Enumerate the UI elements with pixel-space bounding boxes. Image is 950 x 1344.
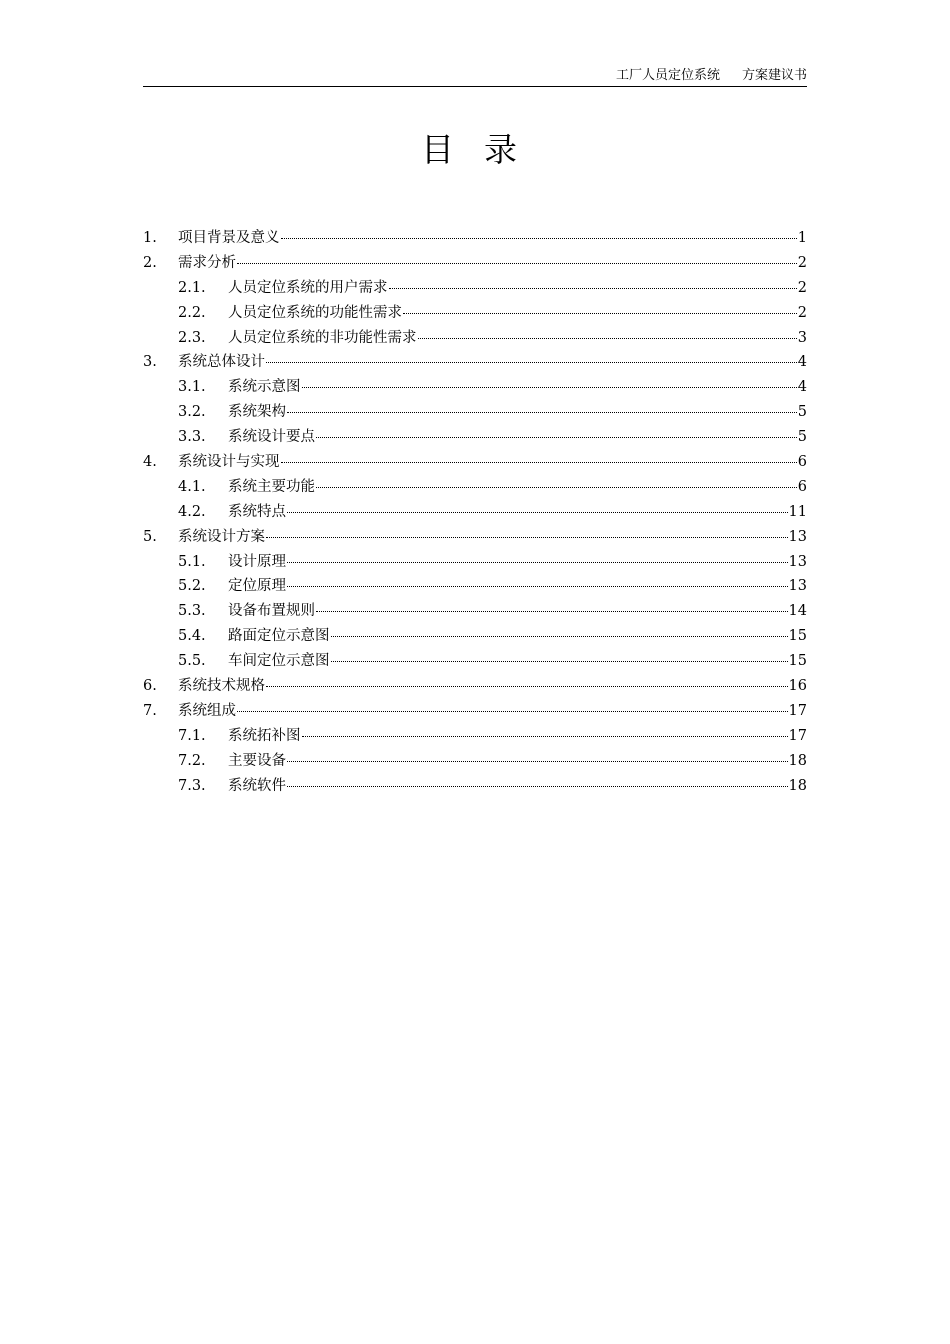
toc-entry-number: 3.3.: [178, 429, 206, 446]
toc-entry-number: 4.: [143, 454, 157, 471]
toc-entry[interactable]: [143, 301, 807, 326]
toc-entry[interactable]: [143, 774, 807, 799]
toc-entry-page-number: 17: [788, 727, 807, 744]
toc-entry-number: 4.2.: [178, 503, 206, 520]
toc-entry-label: 系统设计方案: [178, 528, 265, 545]
toc-entry[interactable]: [143, 500, 807, 525]
toc-dot-leader: [287, 512, 788, 513]
toc-dot-leader: [287, 786, 788, 787]
toc-entry[interactable]: [143, 550, 807, 575]
toc-entry-number: 2.2.: [178, 304, 206, 321]
toc-dot-leader: [237, 711, 788, 712]
toc-entry-page-number: 16: [788, 678, 807, 695]
toc-entry-page-number: 13: [788, 528, 807, 545]
toc-entry-page-number: 15: [788, 653, 807, 670]
toc-entry-number: 2.3.: [178, 329, 206, 346]
toc-dot-leader: [316, 437, 797, 438]
toc-dot-leader: [287, 562, 788, 563]
toc-entry[interactable]: [143, 251, 807, 276]
toc-dot-leader: [266, 537, 788, 538]
toc-entry[interactable]: [143, 400, 807, 425]
toc-entry-page-number: 15: [788, 628, 807, 645]
toc-entry-label: 系统设计要点: [228, 429, 315, 446]
toc-entry-page-number: 3: [797, 329, 807, 346]
toc-entry-number: 5.: [143, 528, 157, 545]
toc-entry-number: 7.3.: [178, 777, 206, 794]
toc-dot-leader: [389, 288, 797, 289]
toc-entry-page-number: 4: [797, 354, 807, 371]
toc-dot-leader: [266, 686, 788, 687]
toc-entry-page-number: 14: [788, 603, 807, 620]
toc-entry-page-number: 18: [788, 777, 807, 794]
toc-entry-number: 2.: [143, 254, 157, 271]
toc-dot-leader: [287, 412, 797, 413]
toc-entry-page-number: 2: [797, 304, 807, 321]
toc-dot-leader: [266, 362, 797, 363]
toc-entry[interactable]: [143, 525, 807, 550]
toc-dot-leader: [331, 661, 788, 662]
toc-entry-page-number: 1: [797, 230, 807, 246]
toc-entry-page-number: 11: [788, 503, 807, 520]
toc-entry-label: 系统技术规格: [178, 678, 265, 695]
toc-entry-number: 5.1.: [178, 553, 206, 570]
toc-entry-page-number: 17: [788, 702, 807, 719]
toc-entry[interactable]: [143, 574, 807, 599]
toc-entry-label: 主要设备: [228, 752, 286, 769]
toc-dot-leader: [302, 387, 797, 388]
toc-entry-label: 人员定位系统的用户需求: [228, 279, 388, 296]
toc-entry-page-number: 18: [788, 752, 807, 769]
toc-entry-label: 设计原理: [228, 553, 286, 570]
toc-entry[interactable]: [143, 350, 807, 375]
toc-entry-number: 3.2.: [178, 404, 206, 421]
toc-entry-label: 系统拓补图: [228, 727, 301, 744]
toc-entry-label: 系统设计与实现: [178, 454, 280, 471]
toc-entry-number: 2.1.: [178, 279, 206, 296]
toc-entry[interactable]: [143, 749, 807, 774]
toc-entry[interactable]: [143, 475, 807, 500]
header-doc-type: 方案建议书: [741, 68, 807, 83]
toc-entry-label: 项目背景及意义: [178, 230, 280, 246]
toc-dot-leader: [237, 263, 797, 264]
toc-entry-label: 需求分析: [178, 254, 236, 271]
toc-entry-page-number: 5: [797, 429, 807, 446]
toc-entry-number: 3.1.: [178, 379, 206, 396]
toc-entry[interactable]: [143, 699, 807, 724]
toc-entry[interactable]: [143, 674, 807, 699]
toc-entry-page-number: 6: [797, 454, 807, 471]
toc-entry-label: 系统总体设计: [178, 354, 265, 371]
toc-entry-page-number: 6: [797, 478, 807, 495]
toc-title: 目录: [421, 130, 547, 169]
page-header: [143, 66, 807, 87]
toc-entry-label: 系统架构: [228, 404, 286, 421]
toc-dot-leader: [302, 736, 788, 737]
toc-entry-label: 路面定位示意图: [228, 628, 330, 645]
toc-entry-page-number: 4: [797, 379, 807, 396]
toc-entry[interactable]: [143, 649, 807, 674]
toc-entry[interactable]: [143, 425, 807, 450]
toc-entry-page-number: 13: [788, 578, 807, 595]
toc-entry-number: 5.4.: [178, 628, 206, 645]
toc-entry-label: 系统特点: [228, 503, 286, 520]
toc-entry[interactable]: [143, 724, 807, 749]
toc-dot-leader: [418, 338, 797, 339]
table-of-contents: [143, 226, 807, 798]
toc-entry[interactable]: [143, 276, 807, 301]
toc-entry-label: 系统示意图: [228, 379, 301, 396]
toc-entry-page-number: 13: [788, 553, 807, 570]
toc-entry-label: 系统软件: [228, 777, 286, 794]
toc-entry-label: 系统组成: [178, 702, 236, 719]
toc-entry[interactable]: [143, 599, 807, 624]
toc-entry-label: 定位原理: [228, 578, 286, 595]
toc-entry-number: 4.1.: [178, 478, 206, 495]
toc-entry-label: 人员定位系统的功能性需求: [228, 304, 402, 321]
header-doc-name: 工厂人员定位系统: [615, 68, 720, 83]
toc-entry-number: 6.: [143, 678, 157, 695]
toc-entry-label: 设备布置规则: [228, 603, 315, 620]
toc-entry-page-number: 2: [797, 254, 807, 271]
toc-entry-number: 7.: [143, 702, 157, 719]
toc-entry-number: 5.2.: [178, 578, 206, 595]
toc-entry-number: 5.3.: [178, 603, 206, 620]
toc-entry[interactable]: [143, 624, 807, 649]
toc-entry[interactable]: [143, 450, 807, 475]
toc-entry[interactable]: [143, 375, 807, 400]
toc-entry-label: 车间定位示意图: [228, 653, 330, 670]
toc-entry-page-number: 2: [797, 279, 807, 296]
toc-entry-number: 1.: [143, 230, 157, 246]
toc-dot-leader: [403, 313, 797, 314]
toc-entry-number: 7.1.: [178, 727, 206, 744]
toc-dot-leader: [316, 487, 797, 488]
toc-dot-leader: [281, 462, 797, 463]
toc-dot-leader: [281, 238, 797, 239]
toc-entry-page-number: 5: [797, 404, 807, 421]
toc-entry[interactable]: [143, 326, 807, 351]
toc-dot-leader: [287, 586, 788, 587]
toc-entry-number: 3.: [143, 354, 157, 371]
toc-entry-number: 5.5.: [178, 653, 206, 670]
toc-entry[interactable]: [143, 226, 807, 251]
toc-dot-leader: [316, 611, 788, 612]
toc-entry-label: 系统主要功能: [228, 478, 315, 495]
toc-entry-label: 人员定位系统的非功能性需求: [228, 329, 417, 346]
toc-dot-leader: [331, 636, 788, 637]
toc-dot-leader: [287, 761, 788, 762]
toc-entry-number: 7.2.: [178, 752, 206, 769]
